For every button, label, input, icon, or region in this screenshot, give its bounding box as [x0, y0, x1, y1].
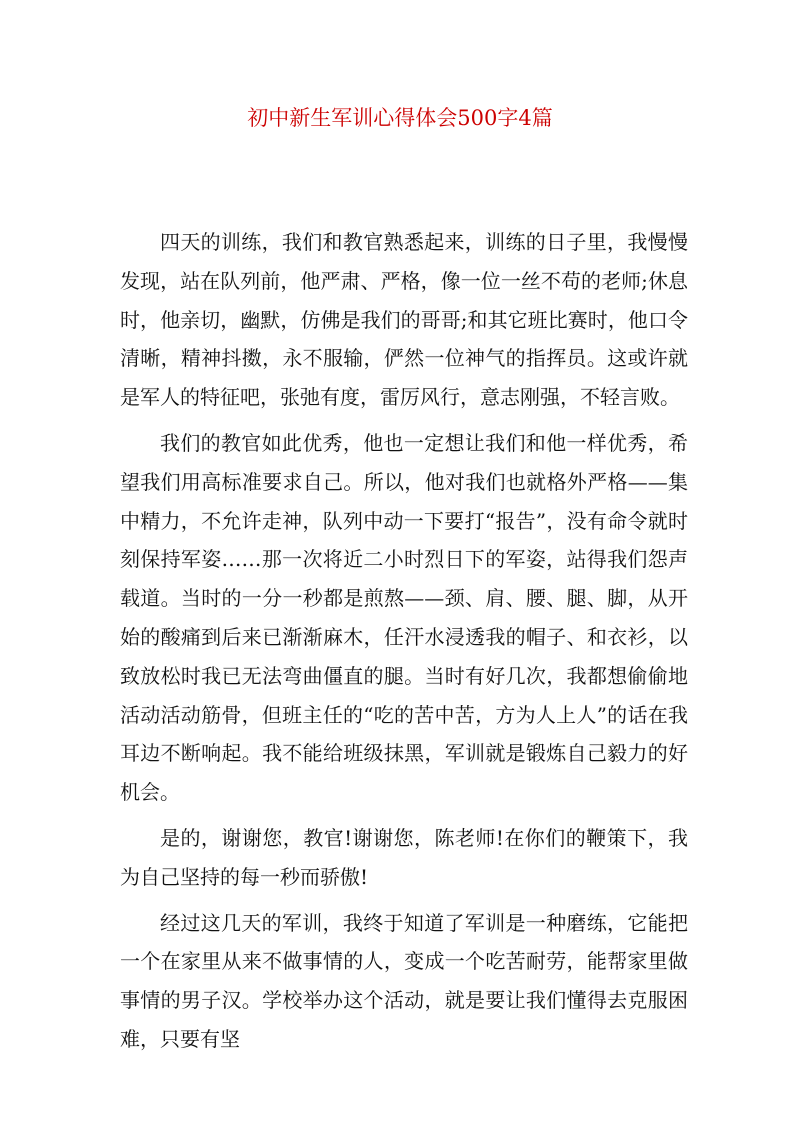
paragraph: 四天的训练，我们和教官熟悉起来，训练的日子里，我慢慢发现，站在队列前，他严肃、严格，像一位一丝不苟的老师;休息时，他亲切，幽默，仿佛是我们的哥哥;和其它班比赛时，他口令清晰，精神抖擞，永不服输，俨然一位神气的指挥员。这或许就是军人的特征吧，张弛有度，雷厉风行，意志刚强，不轻言败。	[120, 230, 688, 410]
document-title: 初中新生军训心得体会500字4篇	[247, 106, 553, 130]
document-body	[120, 223, 688, 1066]
paragraph: 是的，谢谢您，教官!谢谢您，陈老师!在你们的鞭策下，我为自己坚持的每一秒而骄傲!	[120, 825, 688, 889]
paragraph: 我们的教官如此优秀，他也一定想让我们和他一样优秀，希望我们用高标准要求自己。所以，他对我们也就格外严格——集中精力，不允许走神，队列中动一下要打“报告”，没有命令就时刻保持军姿……那一次将近二小时烈日下的军姿，站得我们怨声载道。当时的一分一秒都是煎熬——颈、肩、腰、腿、脚，从开始的酸痛到后来已渐渐麻木，任汗水浸透我的帽子、和衣衫，以致放松时我已无法弯曲僵直的腿。当时有好几次，我都想偷偷地活动活动筋骨，但班主任的“吃的苦中苦，方为人上人”的话在我耳边不断响起。我不能给班级抹黑，军训就是锻炼自己毅力的好机会。	[120, 430, 688, 805]
paragraph: 经过这几天的军训，我终于知道了军训是一种磨练，它能把一个在家里从来不做事情的人，变成一个吃苦耐劳，能帮家里做事情的男子汉。学校举办这个活动，就是要让我们懂得去克服困难，只要有坚	[120, 910, 688, 1051]
